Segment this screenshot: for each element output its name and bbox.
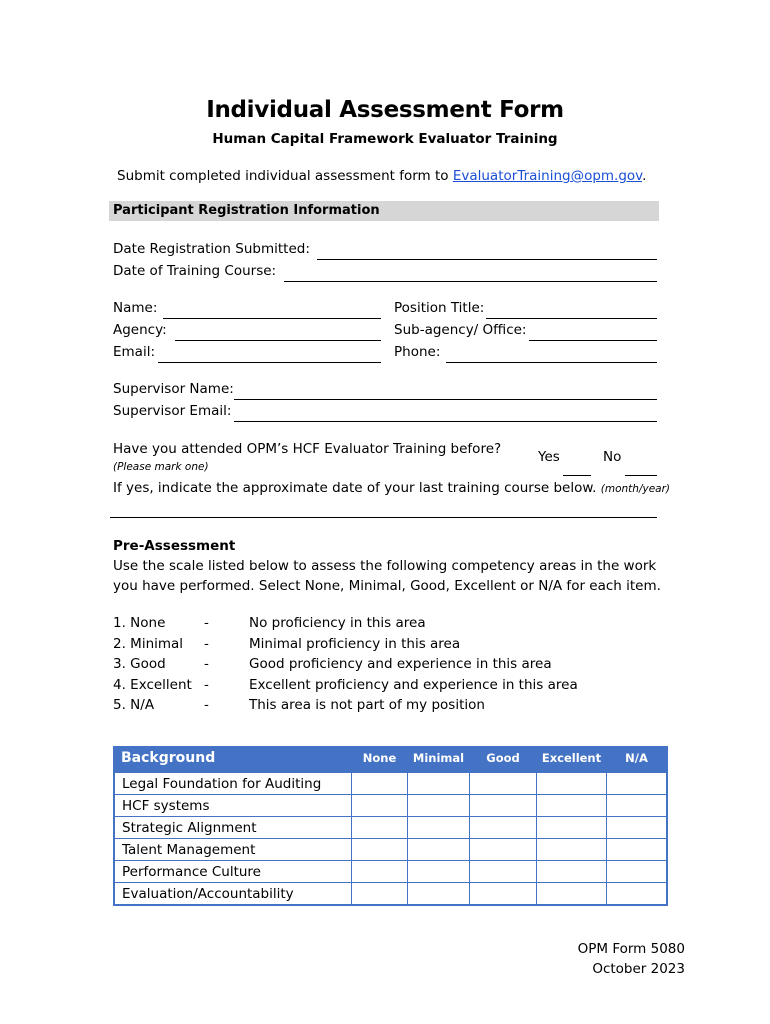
yes-mark-field[interactable] bbox=[563, 475, 591, 476]
rating-cell-excellent[interactable] bbox=[537, 795, 607, 817]
instructions-line-1: Use the scale listed below to assess the following competency areas in the work bbox=[113, 558, 657, 574]
column-header-excellent: Excellent bbox=[537, 747, 607, 773]
table-row bbox=[114, 795, 667, 817]
date-submitted-label: Date Registration Submitted: bbox=[113, 241, 310, 257]
rating-cell-none[interactable] bbox=[352, 795, 408, 817]
rating-cell-good[interactable] bbox=[470, 817, 537, 839]
rating-cell-none[interactable] bbox=[352, 883, 408, 906]
submit-email-link[interactable]: EvaluatorTraining@opm.gov bbox=[452, 168, 643, 184]
rating-cell-minimal[interactable] bbox=[408, 861, 470, 883]
rating-cell-none[interactable] bbox=[352, 817, 408, 839]
name-label: Name: bbox=[113, 300, 158, 316]
scale-description: Minimal proficiency in this area bbox=[249, 635, 461, 652]
scale-label: 1. None bbox=[113, 615, 166, 631]
scale-dash: - bbox=[204, 697, 209, 713]
rating-cell-good[interactable] bbox=[470, 839, 537, 861]
attended-hint: (Please mark one) bbox=[113, 461, 209, 473]
competency-name: Legal Foundation for Auditing bbox=[114, 773, 352, 795]
scale-description: This area is not part of my position bbox=[249, 697, 485, 713]
scale-dash: - bbox=[204, 635, 209, 652]
table-row bbox=[114, 883, 667, 906]
supervisor-name-label: Supervisor Name: bbox=[113, 381, 234, 397]
agency-label: Agency: bbox=[113, 322, 167, 338]
rating-cell-none[interactable] bbox=[352, 773, 408, 795]
scale-label: 2. Minimal bbox=[113, 635, 184, 652]
rating-cell-na[interactable] bbox=[607, 839, 668, 861]
phone-label: Phone: bbox=[394, 344, 441, 360]
scale-dash: - bbox=[204, 615, 209, 631]
email-label: Email: bbox=[113, 344, 156, 360]
followup-main: If yes, indicate the approximate date of your last training course below. bbox=[113, 480, 601, 496]
column-header-background: Background bbox=[114, 747, 352, 773]
scale-label: 5. N/A bbox=[113, 697, 155, 713]
rating-cell-excellent[interactable] bbox=[537, 839, 607, 861]
rating-cell-excellent[interactable] bbox=[537, 773, 607, 795]
page-title: Individual Assessment Form bbox=[206, 97, 564, 123]
name-field[interactable] bbox=[163, 318, 381, 319]
date-submitted-field[interactable] bbox=[317, 259, 657, 260]
scale-description: No proficiency in this area bbox=[249, 615, 426, 631]
followup-text bbox=[113, 480, 670, 496]
supervisor-email-field[interactable] bbox=[234, 421, 657, 422]
instructions-line-2: you have performed. Select None, Minimal, Good, Excellent or N/A for each item. bbox=[113, 578, 661, 594]
no-label: No bbox=[603, 449, 622, 465]
sub-agency-field[interactable] bbox=[529, 340, 657, 341]
rating-cell-minimal[interactable] bbox=[408, 773, 470, 795]
scale-description: Excellent proficiency and experience in this area bbox=[249, 676, 578, 693]
rating-cell-minimal[interactable] bbox=[408, 839, 470, 861]
followup-hint: (month/year) bbox=[600, 483, 670, 495]
phone-field[interactable] bbox=[446, 362, 657, 363]
scale-dash: - bbox=[204, 656, 209, 672]
rating-cell-na[interactable] bbox=[607, 773, 668, 795]
table-row bbox=[114, 817, 667, 839]
rating-cell-na[interactable] bbox=[607, 861, 668, 883]
rating-cell-excellent[interactable] bbox=[537, 817, 607, 839]
pre-assessment-heading: Pre-Assessment bbox=[113, 538, 236, 554]
table-row bbox=[114, 839, 667, 861]
rating-cell-none[interactable] bbox=[352, 861, 408, 883]
rating-cell-minimal[interactable] bbox=[408, 795, 470, 817]
date-course-label: Date of Training Course: bbox=[113, 263, 277, 279]
rating-cell-excellent[interactable] bbox=[537, 883, 607, 906]
email-field[interactable] bbox=[158, 362, 381, 363]
rating-cell-good[interactable] bbox=[470, 883, 537, 906]
last-training-date-field[interactable] bbox=[110, 517, 657, 518]
rating-cell-good[interactable] bbox=[470, 773, 537, 795]
form-date: October 2023 bbox=[592, 961, 685, 977]
rating-cell-na[interactable] bbox=[607, 817, 668, 839]
competency-name: Strategic Alignment bbox=[114, 817, 352, 839]
rating-cell-minimal[interactable] bbox=[408, 883, 470, 906]
position-title-field[interactable] bbox=[486, 318, 657, 319]
rating-cell-minimal[interactable] bbox=[408, 817, 470, 839]
submit-instructions bbox=[117, 168, 646, 184]
scale-label: 4. Excellent bbox=[113, 676, 192, 693]
competency-name: Performance Culture bbox=[114, 861, 352, 883]
competency-name: HCF systems bbox=[114, 795, 352, 817]
submit-end: . bbox=[642, 168, 647, 184]
column-header-minimal: Minimal bbox=[408, 747, 470, 773]
registration-section-header: Participant Registration Information bbox=[109, 201, 659, 221]
table-header-row bbox=[114, 747, 667, 773]
scale-dash: - bbox=[204, 676, 209, 693]
form-number: OPM Form 5080 bbox=[577, 941, 685, 957]
attended-question: Have you attended OPM’s HCF Evaluator Training before? bbox=[113, 441, 502, 457]
rating-cell-na[interactable] bbox=[607, 883, 668, 906]
column-header-na: N/A bbox=[607, 747, 668, 773]
column-header-good: Good bbox=[470, 747, 537, 773]
rating-cell-good[interactable] bbox=[470, 861, 537, 883]
date-course-field[interactable] bbox=[284, 281, 657, 282]
scale-description: Good proficiency and experience in this area bbox=[249, 656, 552, 672]
table-row bbox=[114, 861, 667, 883]
competency-name: Evaluation/Accountability bbox=[114, 883, 352, 906]
rating-cell-na[interactable] bbox=[607, 795, 668, 817]
competency-table bbox=[113, 746, 668, 906]
supervisor-email-label: Supervisor Email: bbox=[113, 403, 232, 419]
yes-label: Yes bbox=[538, 449, 560, 465]
rating-cell-excellent[interactable] bbox=[537, 861, 607, 883]
supervisor-name-field[interactable] bbox=[234, 399, 657, 400]
scale-label: 3. Good bbox=[113, 656, 166, 672]
rating-cell-none[interactable] bbox=[352, 839, 408, 861]
no-mark-field[interactable] bbox=[625, 475, 657, 476]
submit-text: Submit completed individual assessment form to bbox=[117, 168, 453, 184]
position-title-label: Position Title: bbox=[394, 300, 485, 316]
column-header-none: None bbox=[352, 747, 408, 773]
table-row bbox=[114, 773, 667, 795]
competency-name: Talent Management bbox=[114, 839, 352, 861]
sub-agency-label: Sub-agency/ Office: bbox=[394, 322, 527, 338]
rating-cell-good[interactable] bbox=[470, 795, 537, 817]
page-subtitle: Human Capital Framework Evaluator Training bbox=[212, 131, 558, 147]
agency-field[interactable] bbox=[175, 340, 381, 341]
